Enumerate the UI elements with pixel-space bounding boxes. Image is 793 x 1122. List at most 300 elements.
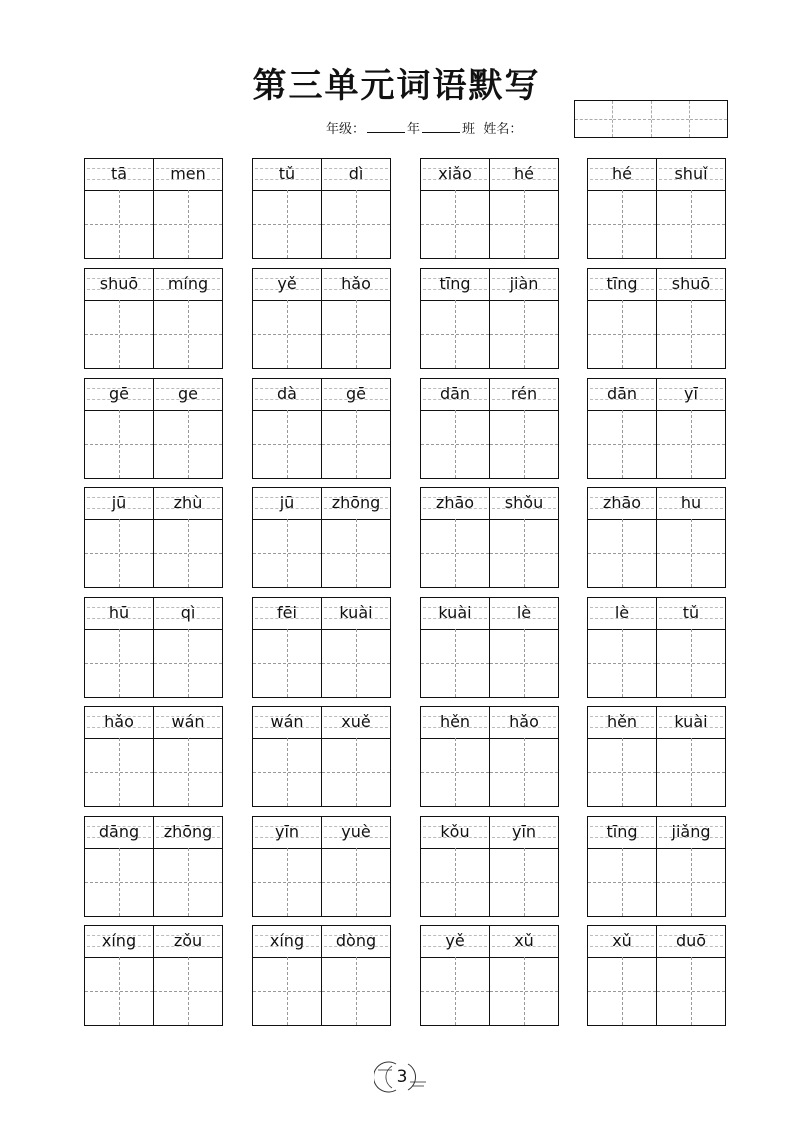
tianzige-row <box>421 190 558 258</box>
word-box <box>252 706 391 807</box>
tianzige-row <box>588 957 725 1025</box>
character-writing-cell[interactable] <box>322 848 390 916</box>
pinyin-text: hěn <box>606 712 638 731</box>
pinyin-cell <box>322 598 390 629</box>
pinyin-row <box>85 488 222 520</box>
pinyin-row <box>253 488 390 520</box>
pinyin-row <box>588 926 725 958</box>
word-box <box>252 268 391 369</box>
character-writing-cell[interactable] <box>490 300 558 368</box>
word-box <box>587 597 726 698</box>
pinyin-row <box>253 707 390 739</box>
pinyin-text: hǎo <box>509 712 539 731</box>
pinyin-cell <box>490 269 558 300</box>
word-box <box>84 925 223 1026</box>
pinyin-cell <box>421 926 490 957</box>
pinyin-row <box>421 926 558 958</box>
pinyin-text: rén <box>510 384 538 403</box>
pinyin-cell <box>421 159 490 190</box>
pinyin-cell <box>490 926 558 957</box>
pinyin-text: kuài <box>339 603 373 622</box>
pinyin-cell <box>588 598 657 629</box>
pinyin-text: hu <box>680 493 702 512</box>
pinyin-row <box>588 379 725 411</box>
word-box <box>587 378 726 479</box>
pinyin-cell <box>322 707 390 738</box>
pinyin-cell <box>253 488 322 519</box>
pinyin-row <box>421 707 558 739</box>
tianzige-row <box>85 848 222 916</box>
pinyin-cell <box>490 379 558 410</box>
pinyin-text: dān <box>439 384 471 403</box>
name-cell[interactable] <box>652 101 690 137</box>
pinyin-text: hǎo <box>341 274 371 293</box>
pinyin-text: yīn <box>274 822 300 841</box>
pinyin-cell <box>322 488 390 519</box>
character-writing-cell[interactable] <box>657 410 725 478</box>
pinyin-cell <box>421 707 490 738</box>
word-box <box>84 487 223 588</box>
character-writing-cell[interactable] <box>657 738 725 806</box>
pinyin-text: míng <box>167 274 209 293</box>
pinyin-row <box>85 707 222 739</box>
character-writing-cell[interactable] <box>657 957 725 1025</box>
character-writing-cell[interactable] <box>154 957 222 1025</box>
pinyin-cell <box>154 159 222 190</box>
character-writing-cell[interactable] <box>154 629 222 697</box>
pinyin-text: tǔ <box>278 164 296 183</box>
pinyin-cell <box>588 379 657 410</box>
character-writing-cell[interactable] <box>421 957 490 1025</box>
pinyin-row <box>85 379 222 411</box>
character-writing-cell[interactable] <box>588 300 657 368</box>
pinyin-cell <box>490 598 558 629</box>
character-writing-cell[interactable] <box>154 738 222 806</box>
character-writing-cell[interactable] <box>85 300 154 368</box>
word-box <box>84 597 223 698</box>
character-writing-cell[interactable] <box>490 957 558 1025</box>
tianzige-row <box>588 629 725 697</box>
pinyin-text: gē <box>346 384 366 403</box>
word-box <box>420 816 559 917</box>
grade-blank[interactable] <box>367 120 405 133</box>
tianzige-row <box>85 410 222 478</box>
pinyin-text: xuě <box>341 712 371 731</box>
character-writing-cell[interactable] <box>85 848 154 916</box>
pinyin-cell <box>154 817 222 848</box>
tianzige-row <box>253 629 390 697</box>
pinyin-row <box>421 817 558 849</box>
character-writing-cell[interactable] <box>588 410 657 478</box>
pinyin-cell <box>85 598 154 629</box>
pinyin-row <box>421 379 558 411</box>
pinyin-cell <box>322 159 390 190</box>
character-writing-cell[interactable] <box>85 410 154 478</box>
pinyin-text: tīng <box>439 274 471 293</box>
pinyin-text: shuō <box>99 274 139 293</box>
pinyin-text: tīng <box>606 822 638 841</box>
character-writing-cell[interactable] <box>253 629 322 697</box>
pinyin-row <box>588 488 725 520</box>
tianzige-row <box>421 410 558 478</box>
pinyin-text: shuǐ <box>674 164 708 183</box>
pinyin-cell <box>657 159 725 190</box>
pinyin-cell <box>154 488 222 519</box>
pinyin-cell <box>588 707 657 738</box>
character-writing-cell[interactable] <box>154 410 222 478</box>
student-info <box>326 118 522 137</box>
name-cell[interactable] <box>690 101 727 137</box>
character-writing-cell[interactable] <box>85 190 154 258</box>
pinyin-text: hé <box>514 164 534 183</box>
pinyin-row <box>253 269 390 301</box>
pinyin-cell <box>154 707 222 738</box>
pinyin-text: dòng <box>335 931 377 950</box>
pinyin-cell <box>85 159 154 190</box>
word-box <box>587 268 726 369</box>
character-writing-cell[interactable] <box>421 629 490 697</box>
pinyin-cell <box>588 488 657 519</box>
word-box <box>252 597 391 698</box>
tianzige-row <box>588 738 725 806</box>
pinyin-cell <box>322 926 390 957</box>
word-box <box>252 487 391 588</box>
pinyin-row <box>253 817 390 849</box>
pinyin-text: tā <box>110 164 128 183</box>
name-cell[interactable] <box>575 101 613 137</box>
pinyin-cell <box>85 707 154 738</box>
tianzige-row <box>588 848 725 916</box>
tianzige-row <box>588 410 725 478</box>
pinyin-cell <box>85 379 154 410</box>
pinyin-row <box>253 598 390 630</box>
word-box <box>420 378 559 479</box>
pinyin-row <box>421 269 558 301</box>
pinyin-text: zǒu <box>173 931 203 950</box>
pinyin-text: jū <box>111 493 127 512</box>
pinyin-text: lè <box>516 603 532 622</box>
year-label: 年 <box>407 122 421 137</box>
pinyin-cell <box>154 269 222 300</box>
pinyin-cell <box>490 159 558 190</box>
word-box <box>84 158 223 259</box>
character-writing-cell[interactable] <box>253 519 322 587</box>
pinyin-cell <box>253 598 322 629</box>
tianzige-row <box>85 190 222 258</box>
character-writing-cell[interactable] <box>588 738 657 806</box>
tianzige-row <box>253 848 390 916</box>
pinyin-cell <box>490 817 558 848</box>
character-writing-cell[interactable] <box>657 190 725 258</box>
pinyin-text: xíng <box>269 931 305 950</box>
tianzige-row <box>588 519 725 587</box>
pinyin-row <box>85 598 222 630</box>
tianzige-row <box>253 738 390 806</box>
word-box <box>84 706 223 807</box>
character-writing-cell[interactable] <box>657 300 725 368</box>
pinyin-cell <box>253 159 322 190</box>
pinyin-text: zhōng <box>163 822 213 841</box>
pinyin-text: zhāo <box>435 493 475 512</box>
word-box <box>587 925 726 1026</box>
pinyin-cell <box>421 488 490 519</box>
pinyin-row <box>85 159 222 191</box>
pinyin-row <box>588 817 725 849</box>
pinyin-text: jū <box>279 493 295 512</box>
pinyin-row <box>588 159 725 191</box>
pinyin-text: duō <box>675 931 707 950</box>
character-writing-cell[interactable] <box>322 410 390 478</box>
page-title: 第三单元词语默写 <box>252 66 541 106</box>
character-writing-cell[interactable] <box>322 300 390 368</box>
word-box <box>84 378 223 479</box>
pinyin-text: yě <box>445 931 465 950</box>
pinyin-cell <box>421 817 490 848</box>
character-writing-cell[interactable] <box>253 738 322 806</box>
character-writing-cell[interactable] <box>154 519 222 587</box>
character-writing-cell[interactable] <box>421 410 490 478</box>
character-writing-cell[interactable] <box>421 848 490 916</box>
pinyin-text: xíng <box>101 931 137 950</box>
pinyin-cell <box>588 817 657 848</box>
pinyin-text: tǔ <box>682 603 700 622</box>
character-writing-cell[interactable] <box>421 300 490 368</box>
pinyin-cell <box>657 488 725 519</box>
pinyin-cell <box>322 269 390 300</box>
pinyin-row <box>85 926 222 958</box>
class-blank[interactable] <box>422 120 460 133</box>
pinyin-cell <box>85 488 154 519</box>
pinyin-cell <box>154 598 222 629</box>
word-box <box>420 487 559 588</box>
word-box <box>252 816 391 917</box>
character-writing-cell[interactable] <box>253 300 322 368</box>
grade-label: 年级： <box>326 122 366 137</box>
pinyin-cell <box>421 269 490 300</box>
character-writing-cell[interactable] <box>490 519 558 587</box>
pinyin-row <box>253 926 390 958</box>
pinyin-cell <box>657 817 725 848</box>
character-writing-cell[interactable] <box>588 519 657 587</box>
tianzige-row <box>85 519 222 587</box>
pinyin-text: tīng <box>606 274 638 293</box>
page-number: 3 <box>382 1060 422 1094</box>
pinyin-text: xǔ <box>514 931 534 950</box>
pinyin-text: yīn <box>511 822 537 841</box>
pinyin-text: wán <box>171 712 205 731</box>
pinyin-cell <box>490 488 558 519</box>
pinyin-text: kuài <box>438 603 472 622</box>
tianzige-row <box>421 519 558 587</box>
pinyin-cell <box>657 269 725 300</box>
tianzige-row <box>85 738 222 806</box>
word-box <box>84 816 223 917</box>
pinyin-cell <box>657 379 725 410</box>
pinyin-text: yě <box>277 274 297 293</box>
pinyin-text: ge <box>178 384 198 403</box>
pinyin-text: zhāo <box>602 493 642 512</box>
character-writing-cell[interactable] <box>657 519 725 587</box>
word-box <box>252 158 391 259</box>
pinyin-text: men <box>170 164 206 183</box>
character-writing-cell[interactable] <box>154 300 222 368</box>
pinyin-text: yuè <box>341 822 371 841</box>
pinyin-text: dì <box>348 164 364 183</box>
pinyin-row <box>253 379 390 411</box>
word-box <box>420 268 559 369</box>
pinyin-text: wán <box>270 712 304 731</box>
character-writing-cell[interactable] <box>588 848 657 916</box>
pinyin-text: xǔ <box>612 931 632 950</box>
class-label: 班 <box>462 122 476 137</box>
word-box <box>587 706 726 807</box>
pinyin-cell <box>657 707 725 738</box>
pinyin-cell <box>253 817 322 848</box>
word-box <box>420 597 559 698</box>
pinyin-text: qì <box>180 603 196 622</box>
pinyin-text: hé <box>612 164 632 183</box>
pinyin-row <box>85 269 222 301</box>
character-writing-cell[interactable] <box>421 190 490 258</box>
pinyin-text: gē <box>109 384 129 403</box>
tianzige-row <box>85 629 222 697</box>
character-writing-cell[interactable] <box>588 957 657 1025</box>
pinyin-cell <box>421 598 490 629</box>
character-writing-cell[interactable] <box>85 629 154 697</box>
pinyin-row <box>421 598 558 630</box>
character-writing-cell[interactable] <box>490 410 558 478</box>
character-writing-cell[interactable] <box>490 738 558 806</box>
pinyin-text: zhōng <box>331 493 381 512</box>
pinyin-text: dāng <box>98 822 140 841</box>
character-writing-cell[interactable] <box>588 190 657 258</box>
pinyin-text: xiǎo <box>438 164 472 183</box>
word-box <box>252 378 391 479</box>
character-writing-cell[interactable] <box>490 629 558 697</box>
character-writing-cell[interactable] <box>85 519 154 587</box>
pinyin-row <box>85 817 222 849</box>
pinyin-cell <box>85 926 154 957</box>
pinyin-cell <box>154 379 222 410</box>
pinyin-cell <box>588 926 657 957</box>
pinyin-text: hěn <box>439 712 471 731</box>
character-writing-cell[interactable] <box>253 957 322 1025</box>
pinyin-cell <box>588 159 657 190</box>
pinyin-text: kuài <box>674 712 708 731</box>
pinyin-text: fēi <box>277 603 297 622</box>
tianzige-row <box>421 957 558 1025</box>
name-label: 姓名： <box>483 122 523 137</box>
tianzige-row <box>253 300 390 368</box>
character-writing-cell[interactable] <box>322 738 390 806</box>
pinyin-cell <box>322 379 390 410</box>
tianzige-row <box>421 738 558 806</box>
pinyin-text: shǒu <box>504 493 544 512</box>
tianzige-row <box>253 957 390 1025</box>
pinyin-cell <box>657 926 725 957</box>
word-box <box>84 268 223 369</box>
character-writing-cell[interactable] <box>657 629 725 697</box>
pinyin-text: dān <box>606 384 638 403</box>
character-writing-cell[interactable] <box>253 848 322 916</box>
character-writing-cell[interactable] <box>657 848 725 916</box>
character-writing-cell[interactable] <box>85 738 154 806</box>
word-box <box>587 158 726 259</box>
word-box <box>587 816 726 917</box>
word-box <box>252 925 391 1026</box>
pinyin-cell <box>421 379 490 410</box>
tianzige-row <box>85 957 222 1025</box>
character-writing-cell[interactable] <box>322 190 390 258</box>
tianzige-row <box>421 629 558 697</box>
word-box <box>420 158 559 259</box>
character-writing-cell[interactable] <box>154 848 222 916</box>
pinyin-cell <box>657 598 725 629</box>
pinyin-cell <box>253 926 322 957</box>
tianzige-row <box>588 190 725 258</box>
word-box <box>420 706 559 807</box>
pinyin-text: yī <box>684 384 698 403</box>
pinyin-cell <box>85 817 154 848</box>
pinyin-cell <box>253 379 322 410</box>
pinyin-row <box>588 598 725 630</box>
tianzige-row <box>421 848 558 916</box>
character-writing-cell[interactable] <box>154 190 222 258</box>
pinyin-cell <box>154 926 222 957</box>
pinyin-text: zhù <box>173 493 203 512</box>
character-writing-cell[interactable] <box>421 519 490 587</box>
pinyin-cell <box>588 269 657 300</box>
character-writing-cell[interactable] <box>253 190 322 258</box>
pinyin-text: shuō <box>671 274 711 293</box>
name-cell[interactable] <box>613 101 651 137</box>
pinyin-cell <box>322 817 390 848</box>
pinyin-cell <box>253 269 322 300</box>
pinyin-cell <box>85 269 154 300</box>
name-writing-grid[interactable] <box>574 100 728 138</box>
character-writing-cell[interactable] <box>322 519 390 587</box>
pinyin-text: dà <box>277 384 297 403</box>
pinyin-text: lè <box>614 603 630 622</box>
tianzige-row <box>85 300 222 368</box>
pinyin-text: kǒu <box>440 822 470 841</box>
pinyin-row <box>588 269 725 301</box>
word-box <box>587 487 726 588</box>
character-writing-cell[interactable] <box>490 190 558 258</box>
pinyin-row <box>421 488 558 520</box>
character-writing-cell[interactable] <box>85 957 154 1025</box>
character-writing-cell[interactable] <box>421 738 490 806</box>
pinyin-text: jiàn <box>509 274 539 293</box>
character-writing-cell[interactable] <box>322 629 390 697</box>
pinyin-text: hū <box>108 603 130 622</box>
tianzige-row <box>253 190 390 258</box>
pinyin-text: hǎo <box>104 712 134 731</box>
character-writing-cell[interactable] <box>490 848 558 916</box>
tianzige-row <box>421 300 558 368</box>
tianzige-row <box>253 410 390 478</box>
pinyin-row <box>421 159 558 191</box>
pinyin-row <box>588 707 725 739</box>
pinyin-cell <box>253 707 322 738</box>
pinyin-row <box>253 159 390 191</box>
tianzige-row <box>588 300 725 368</box>
character-writing-cell[interactable] <box>322 957 390 1025</box>
character-writing-cell[interactable] <box>253 410 322 478</box>
character-writing-cell[interactable] <box>588 629 657 697</box>
pinyin-text: jiǎng <box>671 822 711 841</box>
tianzige-row <box>253 519 390 587</box>
